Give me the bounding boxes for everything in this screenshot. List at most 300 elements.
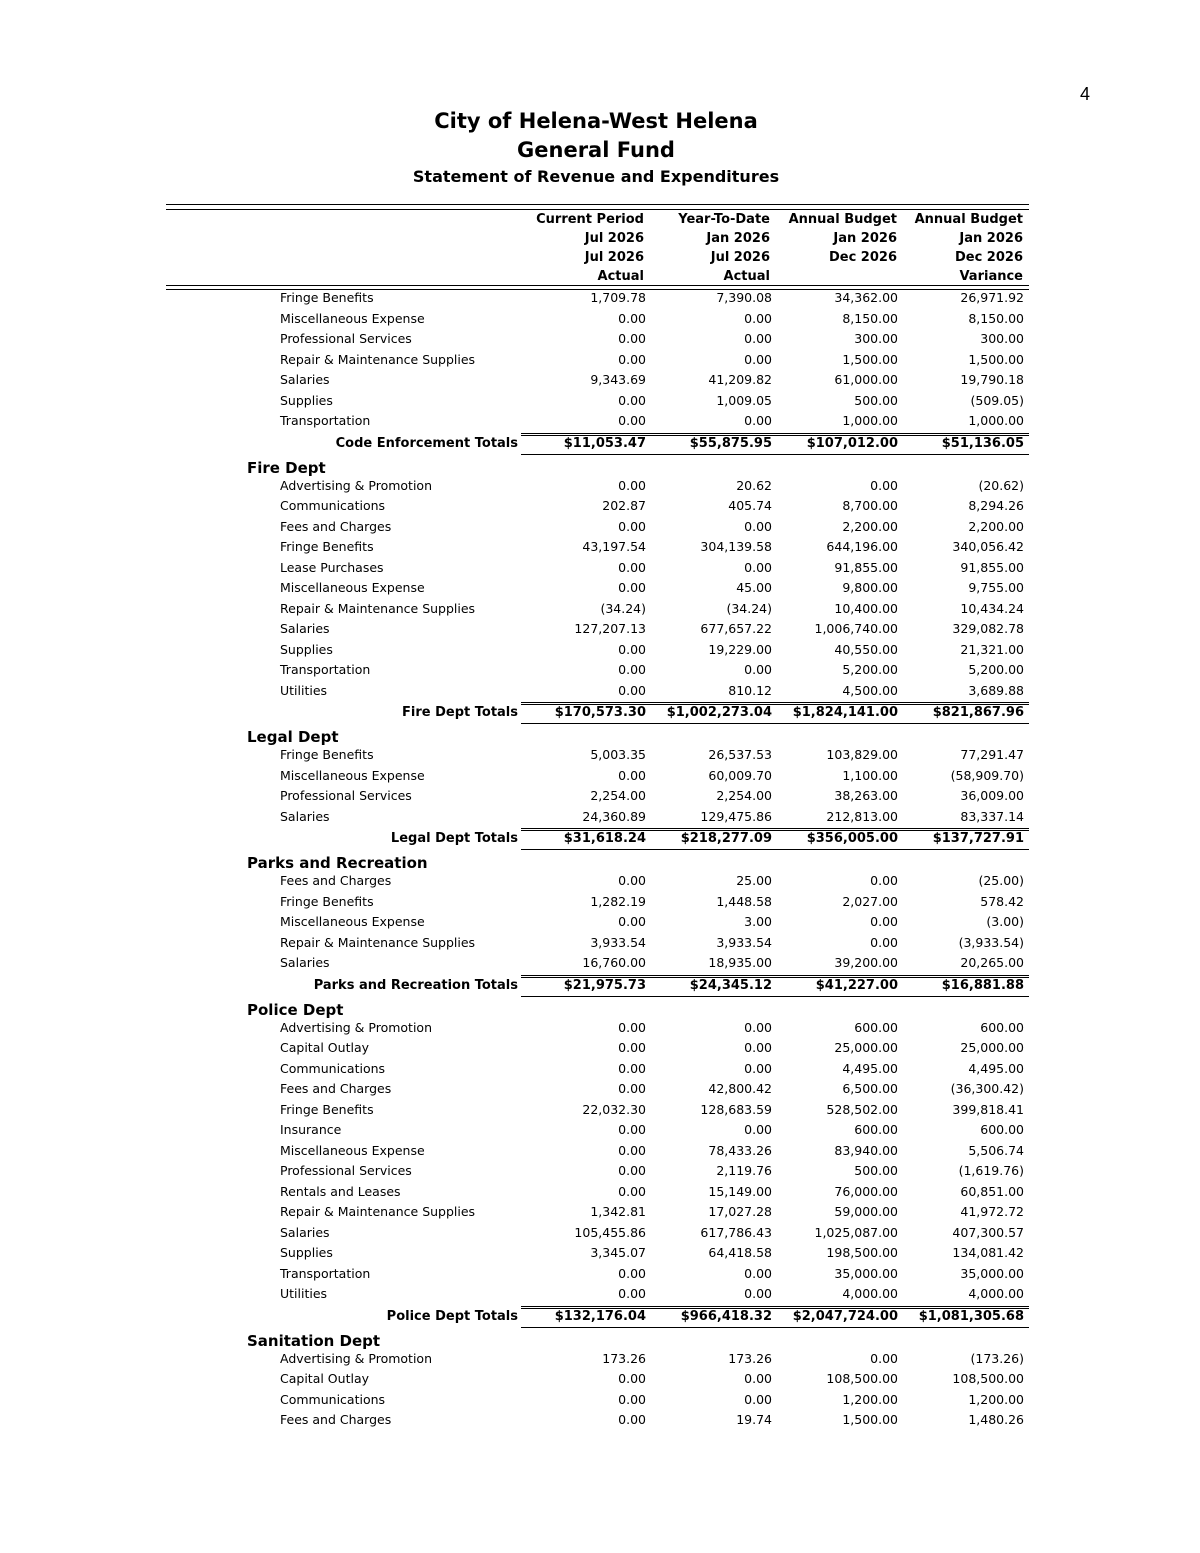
table-row — [0, 1349, 1200, 1370]
table-row — [0, 660, 1200, 681]
variance-value: 41,972.72 — [960, 1204, 1024, 1219]
year-to-date-value: 41,209.82 — [708, 372, 772, 387]
line-item-label: Utilities — [280, 1286, 328, 1301]
annual-budget-value: 1,006,740.00 — [814, 621, 898, 636]
current-period-value: 0.00 — [618, 767, 646, 783]
table-row — [0, 309, 1200, 330]
annual-budget-value: 83,940.00 — [834, 1142, 898, 1158]
variance-value: (3,933.54) — [958, 934, 1024, 950]
line-item-label: Fees and Charges — [280, 873, 392, 888]
year-to-date-value: $24,345.12 — [689, 977, 772, 993]
total-rule — [647, 975, 777, 976]
current-period-value: 5,003.35 — [590, 747, 646, 762]
header-rule — [166, 204, 1029, 205]
year-to-date-value: 1,448.58 — [716, 893, 772, 909]
variance-value: 21,321.00 — [960, 641, 1024, 657]
year-to-date-value: 128,683.59 — [700, 1101, 772, 1117]
line-item-label: Salaries — [280, 955, 330, 970]
annual-budget-value: 2,027.00 — [842, 893, 898, 909]
current-period-value: 0.00 — [618, 914, 646, 929]
table-row — [0, 1410, 1200, 1431]
total-rule — [647, 433, 777, 434]
variance-value: 35,000.00 — [960, 1265, 1024, 1281]
line-item-label: Repair & Maintenance Supplies — [280, 351, 476, 367]
variance-value: $821,867.96 — [932, 705, 1024, 720]
table-row — [0, 1264, 1200, 1285]
annual-budget-value: $107,012.00 — [806, 435, 898, 451]
current-period-value: 16,760.00 — [582, 955, 646, 970]
table-row — [0, 350, 1200, 371]
table-row — [0, 745, 1200, 766]
variance-value: 8,150.00 — [968, 310, 1024, 326]
total-underline — [647, 849, 777, 850]
current-period-value: 43,197.54 — [582, 539, 646, 554]
year-to-date-value: 0.00 — [744, 1122, 772, 1137]
year-to-date-value: 0.00 — [744, 559, 772, 575]
line-item-label: Repair & Maintenance Supplies — [280, 934, 476, 950]
current-period-value: 0.00 — [618, 1163, 646, 1178]
total-underline — [521, 849, 651, 850]
column-header-line: Actual — [597, 269, 644, 284]
variance-value: 600.00 — [980, 1122, 1024, 1137]
line-item-label: Salaries — [280, 1224, 330, 1240]
table-row — [0, 370, 1200, 391]
annual-budget-value: 9,800.00 — [842, 580, 898, 595]
table-row — [0, 1100, 1200, 1121]
table-row — [0, 599, 1200, 620]
line-item-label: Fees and Charges — [280, 518, 392, 534]
total-underline — [521, 723, 651, 724]
year-to-date-value: 42,800.42 — [708, 1081, 772, 1096]
annual-budget-value: 0.00 — [870, 914, 898, 929]
year-to-date-value: 0.00 — [744, 1040, 772, 1055]
table-row — [0, 1059, 1200, 1080]
variance-value: 83,337.14 — [960, 808, 1024, 824]
column-header-current-period — [524, 210, 644, 286]
year-to-date-value: 0.00 — [744, 1019, 772, 1035]
report-title-statement: Statement of Revenue and Expenditures — [412, 167, 780, 186]
line-item-label: Salaries — [280, 808, 330, 824]
table-row — [0, 1182, 1200, 1203]
total-rule — [521, 975, 651, 976]
current-period-value: 0.00 — [618, 413, 646, 428]
total-underline — [899, 849, 1029, 850]
department-total-row — [0, 827, 1200, 851]
variance-value: (25.00) — [978, 873, 1024, 888]
total-underline — [521, 1327, 651, 1328]
year-to-date-value: 1,009.05 — [716, 392, 772, 408]
column-header-line: Actual — [723, 269, 770, 284]
annual-budget-value: 6,500.00 — [842, 1081, 898, 1096]
table-row — [0, 1079, 1200, 1100]
line-item-label: Fringe Benefits — [280, 539, 374, 554]
line-item-label: Lease Purchases — [280, 559, 384, 575]
annual-budget-value: 40,550.00 — [834, 641, 898, 657]
total-rule — [899, 828, 1029, 829]
line-item-label: Professional Services — [280, 1163, 412, 1178]
table-row — [0, 1018, 1200, 1039]
current-period-value: 0.00 — [618, 1412, 646, 1427]
total-label: Parks and Recreation Totals — [313, 977, 518, 993]
column-header-line — [777, 267, 897, 286]
annual-budget-value: 500.00 — [854, 392, 898, 408]
total-underline — [647, 1327, 777, 1328]
variance-value: (3.00) — [986, 914, 1024, 929]
annual-budget-value: 1,500.00 — [842, 1412, 898, 1427]
column-header-annual-budget — [777, 210, 897, 286]
column-header-line: Variance — [959, 269, 1023, 284]
variance-value: 20,265.00 — [960, 955, 1024, 970]
annual-budget-value: 38,263.00 — [834, 788, 898, 803]
page-number: 4 — [1080, 84, 1091, 104]
annual-budget-value: 59,000.00 — [834, 1204, 898, 1219]
department-total-row — [0, 432, 1200, 456]
year-to-date-value: 15,149.00 — [708, 1183, 772, 1199]
year-to-date-value: 78,433.26 — [708, 1142, 772, 1158]
total-underline — [521, 996, 651, 997]
line-item-label: Miscellaneous Expense — [280, 1142, 425, 1158]
department-heading-row — [0, 998, 1200, 1018]
table-row — [0, 1141, 1200, 1162]
year-to-date-value: 26,537.53 — [708, 747, 772, 762]
table-row — [0, 1243, 1200, 1264]
variance-value: $137,727.91 — [932, 831, 1024, 846]
current-period-value: 0.00 — [618, 310, 646, 326]
department-total-row — [0, 1305, 1200, 1329]
variance-value: 578.42 — [980, 893, 1024, 909]
line-item-label: Fringe Benefits — [280, 893, 374, 909]
annual-budget-value: 34,362.00 — [834, 290, 898, 305]
line-item-label: Insurance — [280, 1122, 342, 1137]
current-period-value: $170,573.30 — [554, 705, 646, 720]
year-to-date-value: 2,254.00 — [716, 788, 772, 803]
annual-budget-value: 4,500.00 — [842, 682, 898, 698]
annual-budget-value: 212,813.00 — [826, 808, 898, 824]
table-row — [0, 329, 1200, 350]
report-title-fund: General Fund — [517, 138, 675, 162]
department-name: Sanitation Dept — [247, 1331, 381, 1350]
line-item-label: Fees and Charges — [280, 1081, 392, 1096]
variance-value: 4,000.00 — [968, 1286, 1024, 1301]
variance-value: 340,056.42 — [952, 539, 1024, 554]
table-row — [0, 1390, 1200, 1411]
total-underline — [521, 454, 651, 455]
annual-budget-value: $1,824,141.00 — [792, 705, 898, 720]
variance-value: 399,818.41 — [952, 1101, 1024, 1117]
column-header-budget-variance — [903, 210, 1023, 286]
annual-budget-value: 5,200.00 — [842, 662, 898, 677]
current-period-value: 2,254.00 — [590, 788, 646, 803]
variance-value: 3,689.88 — [968, 682, 1024, 698]
line-item-label: Supplies — [280, 641, 333, 657]
variance-value: 60,851.00 — [960, 1183, 1024, 1199]
column-header-line: Dec 2026 — [954, 250, 1023, 265]
current-period-value: $21,975.73 — [563, 977, 646, 993]
total-rule — [899, 433, 1029, 434]
current-period-value: 127,207.13 — [574, 621, 646, 636]
total-label: Police Dept Totals — [386, 1308, 518, 1324]
column-header-line: Jan 2026 — [706, 231, 770, 246]
table-row — [0, 496, 1200, 517]
annual-budget-value: 35,000.00 — [834, 1265, 898, 1281]
table-row — [0, 1284, 1200, 1305]
annual-budget-value: 1,100.00 — [842, 767, 898, 783]
table-row — [0, 912, 1200, 933]
table-row — [0, 807, 1200, 828]
line-item-label: Communications — [280, 498, 386, 513]
current-period-value: 3,345.07 — [590, 1245, 646, 1260]
annual-budget-value: 198,500.00 — [826, 1245, 898, 1260]
current-period-value: 0.00 — [618, 662, 646, 677]
table-row — [0, 1202, 1200, 1223]
line-item-label: Transportation — [280, 1265, 371, 1281]
table-row — [0, 933, 1200, 954]
total-rule — [773, 975, 903, 976]
variance-value: 25,000.00 — [960, 1040, 1024, 1055]
total-rule — [647, 828, 777, 829]
column-header-line: Current Period — [536, 212, 644, 227]
table-row — [0, 1161, 1200, 1182]
current-period-value: 0.00 — [618, 641, 646, 657]
column-header-line: Jan 2026 — [833, 231, 897, 246]
line-item-label: Fees and Charges — [280, 1412, 392, 1427]
current-period-value: 0.00 — [618, 392, 646, 408]
current-period-value: 0.00 — [618, 1081, 646, 1096]
variance-value: (509.05) — [970, 392, 1024, 408]
line-item-label: Repair & Maintenance Supplies — [280, 600, 476, 616]
annual-budget-value: 91,855.00 — [834, 559, 898, 575]
total-rule — [521, 702, 651, 703]
variance-value: 19,790.18 — [960, 372, 1024, 387]
total-rule — [773, 702, 903, 703]
line-item-label: Professional Services — [280, 331, 412, 346]
year-to-date-value: 64,418.58 — [708, 1245, 772, 1260]
current-period-value: 0.00 — [618, 1019, 646, 1035]
year-to-date-value: (34.24) — [726, 600, 772, 616]
year-to-date-value: 810.12 — [728, 682, 772, 698]
department-heading-row — [0, 851, 1200, 871]
line-item-label: Capital Outlay — [280, 1040, 369, 1055]
current-period-value: 0.00 — [618, 331, 646, 346]
year-to-date-value: 0.00 — [744, 1371, 772, 1386]
column-header-line: Annual Budget — [914, 212, 1023, 227]
year-to-date-value: 19.74 — [736, 1412, 772, 1427]
table-row — [0, 411, 1200, 432]
department-name: Fire Dept — [247, 458, 326, 477]
current-period-value: 0.00 — [618, 477, 646, 493]
total-underline — [899, 1327, 1029, 1328]
current-period-value: 9,343.69 — [590, 372, 646, 387]
annual-budget-value: 1,500.00 — [842, 351, 898, 367]
total-label: Fire Dept Totals — [402, 705, 518, 720]
annual-budget-value: 4,000.00 — [842, 1286, 898, 1301]
variance-value: 329,082.78 — [952, 621, 1024, 636]
annual-budget-value: 0.00 — [870, 1350, 898, 1366]
variance-value: 77,291.47 — [960, 747, 1024, 762]
table-row — [0, 537, 1200, 558]
variance-value: 26,971.92 — [960, 290, 1024, 305]
current-period-value: 0.00 — [618, 1183, 646, 1199]
table-row — [0, 558, 1200, 579]
total-label: Code Enforcement Totals — [335, 435, 518, 451]
variance-value: $1,081,305.68 — [918, 1308, 1024, 1324]
current-period-value: 173.26 — [602, 1350, 646, 1366]
annual-budget-value: 600.00 — [854, 1019, 898, 1035]
table-row — [0, 892, 1200, 913]
department-name: Police Dept — [247, 1000, 344, 1019]
year-to-date-value: 0.00 — [744, 351, 772, 367]
column-header-line: Jul 2026 — [710, 250, 770, 265]
variance-value: 91,855.00 — [960, 559, 1024, 575]
line-item-label: Fringe Benefits — [280, 1101, 374, 1117]
annual-budget-value: $356,005.00 — [806, 831, 898, 846]
department-heading-row — [0, 725, 1200, 745]
variance-value: (173.26) — [970, 1350, 1024, 1366]
variance-value: 1,200.00 — [968, 1391, 1024, 1407]
line-item-label: Miscellaneous Expense — [280, 767, 425, 783]
variance-value: 10,434.24 — [960, 600, 1024, 616]
year-to-date-value: $966,418.32 — [680, 1308, 772, 1324]
year-to-date-value: 0.00 — [744, 413, 772, 428]
current-period-value: 0.00 — [618, 1265, 646, 1281]
annual-budget-value: 10,400.00 — [834, 600, 898, 616]
year-to-date-value: 7,390.08 — [716, 290, 772, 305]
current-period-value: 0.00 — [618, 351, 646, 367]
variance-value: (58,909.70) — [950, 767, 1024, 783]
total-rule — [647, 1306, 777, 1307]
variance-value: 1,480.26 — [968, 1412, 1024, 1427]
variance-value: 300.00 — [980, 331, 1024, 346]
variance-value: 407,300.57 — [952, 1224, 1024, 1240]
annual-budget-value: 600.00 — [854, 1122, 898, 1137]
total-underline — [773, 454, 903, 455]
line-item-label: Rentals and Leases — [280, 1183, 401, 1199]
variance-value: 5,506.74 — [968, 1142, 1024, 1158]
line-item-label: Fringe Benefits — [280, 290, 374, 305]
column-header-rule — [166, 285, 1029, 286]
table-row — [0, 517, 1200, 538]
variance-value: (20.62) — [978, 477, 1024, 493]
table-row — [0, 288, 1200, 309]
year-to-date-value: 405.74 — [728, 498, 772, 513]
total-underline — [773, 723, 903, 724]
total-underline — [773, 1327, 903, 1328]
annual-budget-value: 4,495.00 — [842, 1060, 898, 1076]
table-row — [0, 578, 1200, 599]
line-item-label: Supplies — [280, 1245, 333, 1260]
total-rule — [647, 702, 777, 703]
current-period-value: 22,032.30 — [582, 1101, 646, 1117]
year-to-date-value: 0.00 — [744, 662, 772, 677]
year-to-date-value: 0.00 — [744, 1060, 772, 1076]
year-to-date-value: 0.00 — [744, 518, 772, 534]
current-period-value: $132,176.04 — [554, 1308, 646, 1324]
annual-budget-value: 8,150.00 — [842, 310, 898, 326]
total-underline — [773, 996, 903, 997]
current-period-value: 0.00 — [618, 1122, 646, 1137]
variance-value: 600.00 — [980, 1019, 1024, 1035]
variance-value: 5,200.00 — [968, 662, 1024, 677]
total-rule — [773, 828, 903, 829]
variance-value: 1,500.00 — [968, 351, 1024, 367]
variance-value: 1,000.00 — [968, 413, 1024, 428]
line-item-label: Transportation — [280, 662, 371, 677]
variance-value: 134,081.42 — [952, 1245, 1024, 1260]
line-item-label: Advertising & Promotion — [280, 1019, 433, 1035]
year-to-date-value: $1,002,273.04 — [666, 705, 772, 720]
line-item-label: Repair & Maintenance Supplies — [280, 1204, 476, 1219]
line-item-label: Supplies — [280, 392, 333, 408]
total-rule — [521, 828, 651, 829]
total-underline — [647, 996, 777, 997]
department-name: Legal Dept — [247, 728, 339, 746]
year-to-date-value: 0.00 — [744, 1391, 772, 1407]
column-header-line: Annual Budget — [788, 212, 897, 227]
current-period-value: 1,282.19 — [590, 893, 646, 909]
year-to-date-value: $218,277.09 — [680, 831, 772, 846]
annual-budget-value: 0.00 — [870, 873, 898, 888]
total-underline — [899, 454, 1029, 455]
year-to-date-value: $55,875.95 — [689, 435, 772, 451]
annual-budget-value: 1,200.00 — [842, 1391, 898, 1407]
column-header-line: Dec 2026 — [828, 250, 897, 265]
line-item-label: Transportation — [280, 413, 371, 428]
variance-value: 2,200.00 — [968, 518, 1024, 534]
year-to-date-value: 25.00 — [736, 873, 772, 888]
department-heading-row — [0, 456, 1200, 476]
line-item-label: Utilities — [280, 682, 328, 698]
variance-value: $51,136.05 — [941, 435, 1024, 451]
year-to-date-value: 3,933.54 — [716, 934, 772, 950]
year-to-date-value: 17,027.28 — [708, 1204, 772, 1219]
report-title-city: City of Helena-West Helena — [434, 109, 758, 133]
year-to-date-value: 0.00 — [744, 331, 772, 346]
total-rule — [773, 1306, 903, 1307]
year-to-date-value: 0.00 — [744, 1265, 772, 1281]
line-item-label: Advertising & Promotion — [280, 477, 433, 493]
table-row — [0, 1038, 1200, 1059]
annual-budget-value: 644,196.00 — [826, 539, 898, 554]
total-rule — [899, 1306, 1029, 1307]
total-rule — [521, 433, 651, 434]
current-period-value: 0.00 — [618, 1371, 646, 1386]
line-item-label: Miscellaneous Expense — [280, 580, 425, 595]
total-underline — [773, 849, 903, 850]
variance-value: 36,009.00 — [960, 788, 1024, 803]
column-header-line: Year-To-Date — [678, 212, 770, 227]
table-row — [0, 953, 1200, 974]
annual-budget-value: 39,200.00 — [834, 955, 898, 970]
current-period-value: 0.00 — [618, 518, 646, 534]
annual-budget-value: 1,025,087.00 — [814, 1224, 898, 1240]
table-row — [0, 871, 1200, 892]
variance-value: $16,881.88 — [941, 977, 1024, 993]
year-to-date-value: 45.00 — [736, 580, 772, 595]
variance-value: 8,294.26 — [968, 498, 1024, 513]
year-to-date-value: 3.00 — [744, 914, 772, 929]
current-period-value: 24,360.89 — [582, 808, 646, 824]
annual-budget-value: 0.00 — [870, 934, 898, 950]
column-header-line: Jul 2026 — [584, 250, 644, 265]
current-period-value: (34.24) — [600, 600, 646, 616]
year-to-date-value: 0.00 — [744, 310, 772, 326]
department-heading-row — [0, 1329, 1200, 1349]
line-item-label: Fringe Benefits — [280, 747, 374, 762]
current-period-value: 0.00 — [618, 1142, 646, 1158]
variance-value: (1,619.76) — [958, 1163, 1024, 1178]
total-rule — [899, 702, 1029, 703]
current-period-value: 1,342.81 — [590, 1204, 646, 1219]
